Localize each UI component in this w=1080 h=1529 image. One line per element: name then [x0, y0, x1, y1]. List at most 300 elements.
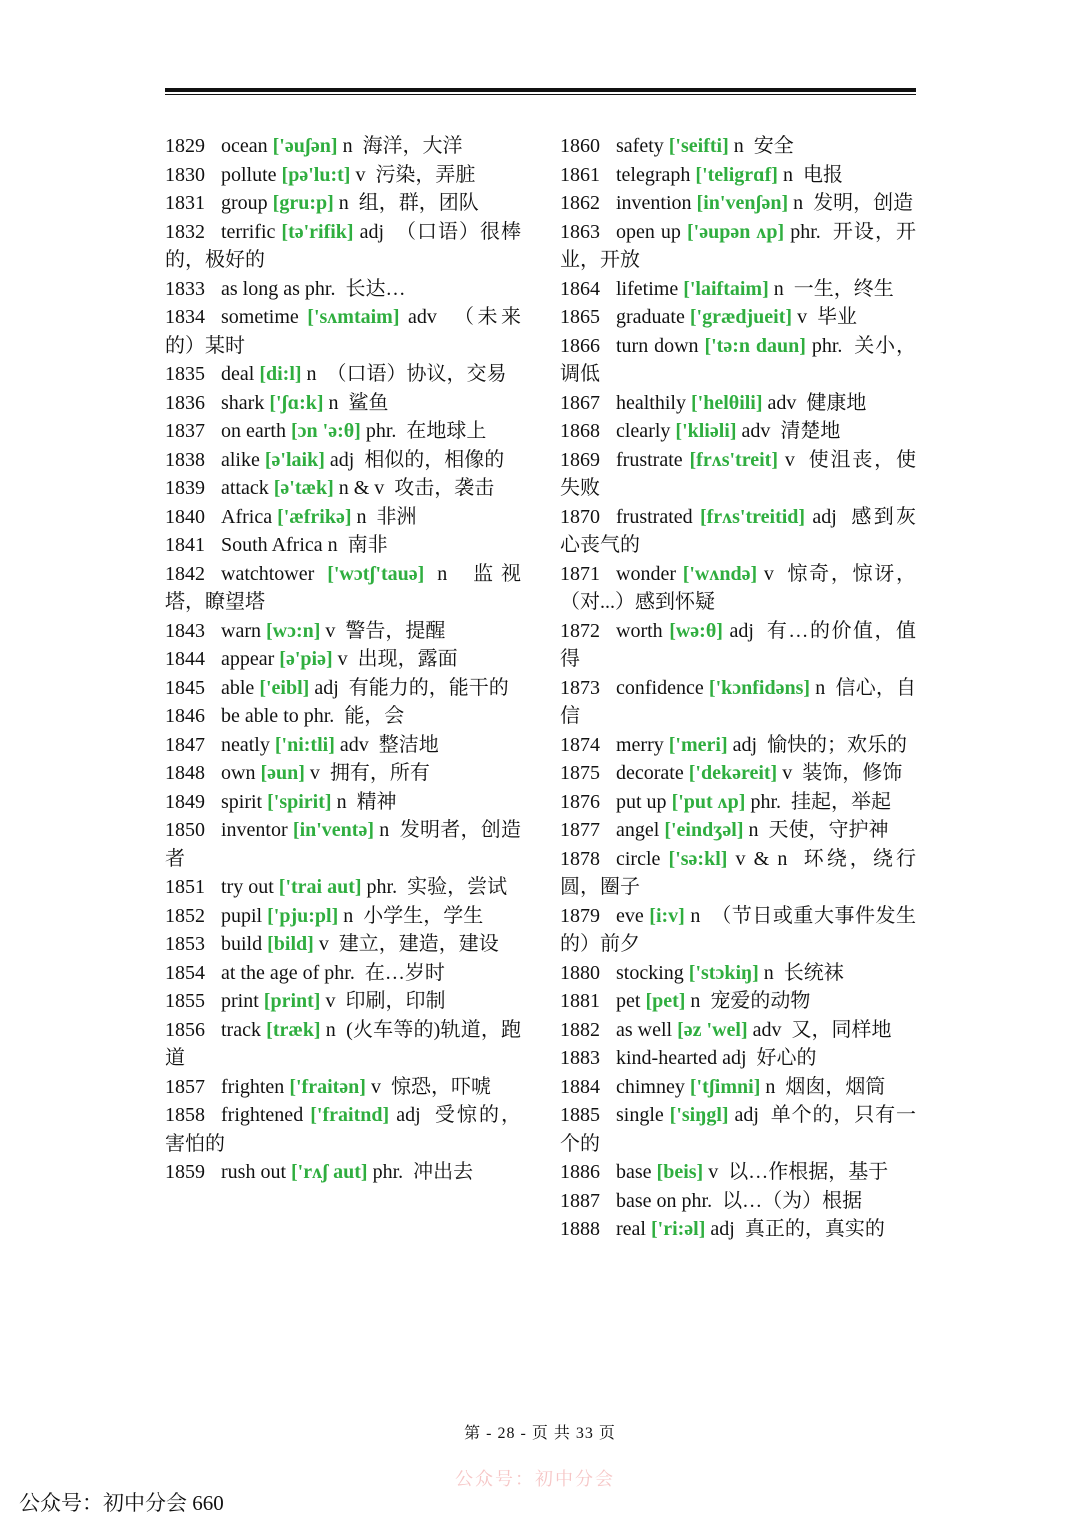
entry-pos: n — [343, 904, 354, 927]
vocab-entry — [165, 503, 521, 532]
entry-number: 1871 — [560, 562, 600, 585]
entry-pos: v — [708, 1161, 719, 1183]
vocab-entry — [165, 987, 521, 1016]
entry-number: 1832 — [165, 220, 205, 243]
entry-word: healthily — [616, 391, 686, 414]
entry-pos: phr. — [811, 334, 843, 357]
entry-number: 1866 — [560, 334, 600, 357]
entry-number: 1878 — [560, 847, 600, 870]
entry-word: safety — [616, 135, 664, 157]
vocab-entry — [165, 674, 521, 703]
entry-word: eve — [616, 904, 644, 927]
entry-word: as long as — [221, 277, 300, 300]
entry-word: confidence — [616, 676, 704, 699]
entry-number: 1842 — [165, 562, 205, 585]
entry-pos: adv — [339, 733, 369, 756]
vocab-entry — [165, 446, 521, 475]
vocab-entry — [165, 1016, 521, 1073]
entry-word: South Africa — [221, 534, 323, 556]
entry-number: 1843 — [165, 619, 205, 642]
entry-word: wonder — [616, 562, 676, 585]
entry-phonetic: ['trai aut] — [278, 876, 362, 898]
entry-word: decorate — [616, 762, 684, 784]
entry-pos: v — [370, 1075, 381, 1098]
vocab-entry — [165, 474, 521, 503]
vocab-entry — [165, 303, 521, 360]
entry-phonetic: ['tə:n daun] — [704, 334, 806, 357]
entry-meaning: 攻击，袭击 — [394, 477, 495, 499]
entry-phonetic: ['rʌʃ aut] — [291, 1161, 368, 1183]
entry-meaning: 冲出去 — [413, 1161, 474, 1183]
entry-number: 1840 — [165, 505, 205, 528]
entry-meaning: 真正的，真实的 — [744, 1218, 885, 1240]
entry-pos: n — [327, 534, 338, 556]
entry-meaning: 挂起，举起 — [791, 790, 892, 813]
entry-number: 1829 — [165, 135, 205, 157]
vocab-entry — [560, 1073, 916, 1102]
entry-meaning: 以…作根据，基于 — [728, 1161, 889, 1183]
vocab-entry — [165, 759, 521, 788]
vocab-entry — [560, 759, 916, 788]
entry-meaning: 拥有，所有 — [329, 762, 430, 784]
entry-phonetic: ['teligrɑf] — [695, 163, 778, 186]
entry-number: 1847 — [165, 733, 205, 756]
entry-pos: n — [782, 163, 793, 186]
vocab-entry — [560, 189, 916, 218]
vocab-entry — [165, 788, 521, 817]
entry-word: merry — [616, 733, 664, 756]
entry-meaning: 监视塔，瞭望塔 — [165, 562, 522, 613]
entry-word: print — [221, 990, 259, 1012]
vocab-entry — [560, 132, 916, 161]
entry-word: worth — [616, 619, 663, 642]
entry-pos: n — [690, 904, 701, 927]
vocab-entry — [165, 560, 521, 617]
entry-meaning: （未来的）某时 — [165, 306, 522, 357]
entry-number: 1882 — [560, 1018, 600, 1041]
entry-pos: n & v — [338, 477, 385, 499]
entry-word: frustrate — [616, 448, 683, 471]
entry-number: 1867 — [560, 391, 600, 414]
entry-word: alike — [221, 448, 260, 471]
entry-pos: n — [690, 990, 701, 1012]
header-rule-thick — [165, 88, 916, 92]
entry-number: 1888 — [560, 1218, 600, 1240]
entry-meaning: 印刷，印制 — [345, 990, 446, 1012]
entry-meaning: 警告，提醒 — [345, 619, 446, 642]
entry-pos: n — [306, 363, 317, 385]
entry-number: 1834 — [165, 306, 205, 328]
entry-meaning: 长统袜 — [783, 961, 844, 984]
vocab-entry — [165, 531, 521, 560]
entry-meaning: 安全 — [753, 135, 794, 157]
entry-meaning: 开设，开业，开放 — [560, 220, 916, 271]
entry-number: 1856 — [165, 1018, 205, 1041]
entry-word: circle — [616, 847, 661, 870]
entry-pos: adv — [767, 391, 797, 414]
entry-phonetic: [ə'tæk] — [273, 477, 334, 499]
entry-word: appear — [221, 648, 275, 670]
entry-phonetic: ['laiftaim] — [683, 277, 769, 300]
entry-phonetic: ['sə:kl] — [668, 847, 728, 870]
entry-meaning: 非洲 — [376, 505, 417, 528]
entry-meaning: （口语）很棒的，极好的 — [165, 220, 522, 271]
entry-meaning: 受惊的，害怕的 — [165, 1104, 522, 1155]
entry-number: 1845 — [165, 676, 205, 699]
entry-word: angel — [616, 819, 660, 841]
entry-word: inventor — [221, 819, 288, 841]
entry-word: single — [616, 1104, 664, 1126]
vocab-entry — [165, 816, 521, 873]
entry-meaning: 关小，调低 — [560, 334, 916, 385]
entry-pos: adj — [722, 1047, 747, 1069]
entry-meaning: 一生，终生 — [793, 277, 894, 300]
entry-number: 1870 — [560, 505, 600, 528]
entry-phonetic: [wɔ:n] — [265, 619, 321, 642]
entry-pos: n — [342, 135, 353, 157]
entry-meaning: 愉快的；欢乐的 — [767, 733, 908, 756]
entry-phonetic: ['ri:əl] — [650, 1218, 706, 1240]
entry-phonetic: ['kliəli] — [675, 420, 737, 442]
entry-meaning: (火车等的)轨道，跑道 — [165, 1018, 522, 1069]
entry-phonetic: ['əuʃən] — [272, 135, 338, 157]
entry-meaning: 在…岁时 — [364, 961, 445, 984]
entry-number: 1869 — [560, 448, 600, 471]
right-column — [560, 132, 957, 1244]
vocab-entry — [165, 389, 521, 418]
entry-pos: v — [325, 619, 336, 642]
entry-number: 1858 — [165, 1104, 205, 1126]
header-rule-thin — [165, 94, 916, 95]
entry-number: 1862 — [560, 192, 600, 214]
entry-pos: phr. — [681, 1189, 713, 1212]
vocab-entry — [560, 389, 916, 418]
entry-word: able — [221, 676, 255, 699]
vocab-entry — [165, 617, 521, 646]
entry-phonetic: [di:l] — [259, 363, 302, 385]
entry-phonetic: [i:v] — [649, 904, 685, 927]
entry-word: build — [221, 933, 263, 955]
entry-phonetic: [wə:θ] — [669, 619, 723, 642]
entry-pos: adj — [396, 1104, 421, 1126]
vocab-entry — [560, 1158, 916, 1187]
entry-meaning: 建立，建造，建设 — [338, 933, 499, 955]
entry-word: frighten — [221, 1075, 285, 1098]
entry-meaning: 发明，创造 — [813, 192, 914, 214]
entry-pos: phr. — [366, 876, 398, 898]
vocab-entry — [560, 303, 916, 332]
entry-phonetic: ['eibl] — [259, 676, 310, 699]
entry-pos: n — [815, 676, 826, 699]
entry-pos: n — [325, 1018, 336, 1041]
entry-number: 1874 — [560, 733, 600, 756]
entry-word: telegraph — [616, 163, 691, 186]
entry-meaning: 以…（为）根据 — [722, 1189, 863, 1212]
entry-meaning: 小学生，学生 — [363, 904, 484, 927]
entry-meaning: 宠爱的动物 — [710, 990, 811, 1012]
vocab-entry — [165, 873, 521, 902]
entry-number: 1875 — [560, 762, 600, 784]
entry-word: real — [616, 1218, 646, 1240]
vocab-entry — [560, 332, 916, 389]
entry-pos: phr. — [365, 420, 397, 442]
entry-word: track — [221, 1018, 261, 1041]
vocab-entry — [560, 902, 916, 959]
entry-pos: phr. — [303, 705, 335, 727]
entry-phonetic: ['ni:tli] — [274, 733, 335, 756]
entry-pos: v — [763, 562, 774, 585]
entry-meaning: 精神 — [356, 790, 397, 813]
entry-phonetic: ['kɔnfidəns] — [708, 676, 811, 699]
entry-meaning: 毕业 — [817, 306, 858, 328]
entry-meaning: 惊奇，惊讶，（对...）感到怀疑 — [560, 562, 917, 613]
vocab-entry — [560, 503, 916, 560]
entry-phonetic: [print] — [263, 990, 321, 1012]
entry-word: rush out — [221, 1161, 286, 1183]
entry-number: 1864 — [560, 277, 600, 300]
vocab-entry — [560, 1187, 916, 1216]
entry-pos: n — [763, 961, 774, 984]
vocab-entry — [560, 275, 916, 304]
entry-phonetic: [in'ventə] — [292, 819, 374, 841]
entry-meaning: 使沮丧，使失败 — [560, 448, 917, 499]
entry-number: 1872 — [560, 619, 600, 642]
entry-pos: v — [797, 306, 808, 328]
vocab-entry — [165, 1101, 521, 1158]
entry-meaning: 清楚地 — [780, 420, 841, 442]
entry-word: try out — [221, 876, 274, 898]
entry-meaning: 南非 — [347, 534, 388, 556]
entry-meaning: 单个的，只有一个的 — [560, 1104, 917, 1155]
vocab-entry — [165, 218, 521, 275]
entry-phonetic: ['put ʌp] — [671, 790, 746, 813]
entry-phonetic: [gru:p] — [272, 192, 334, 214]
entry-word: attack — [221, 477, 269, 499]
vocab-entry — [560, 788, 916, 817]
entry-number: 1861 — [560, 163, 600, 186]
entry-number: 1844 — [165, 648, 205, 670]
entry-pos: n — [765, 1075, 776, 1098]
entry-phonetic: ['fraitən] — [289, 1075, 366, 1098]
vocab-entry — [560, 560, 916, 617]
entry-word: neatly — [221, 733, 270, 756]
entry-meaning: 健康地 — [806, 391, 867, 414]
entry-pos: adv — [741, 420, 771, 442]
vocab-entry — [165, 161, 521, 190]
vocab-entry — [560, 446, 916, 503]
entry-meaning: 在地球上 — [406, 420, 487, 442]
entry-word: put up — [616, 790, 667, 813]
account-label: 公众号：初中分会 660 — [19, 1491, 224, 1515]
entry-number: 1838 — [165, 448, 205, 471]
entry-meaning: 装饰，修饰 — [802, 762, 903, 784]
vocab-entry — [165, 902, 521, 931]
entry-word: terrific — [221, 220, 276, 243]
entry-meaning: 信心，自信 — [560, 676, 917, 727]
entry-word: as well — [616, 1018, 673, 1041]
entry-pos: v & n — [735, 847, 788, 870]
entry-number: 1863 — [560, 220, 600, 243]
entry-number: 1853 — [165, 933, 205, 955]
vocab-entry — [165, 930, 521, 959]
entry-word: watchtower — [221, 562, 315, 585]
entry-phonetic: ['fraitnd] — [310, 1104, 390, 1126]
entry-word: clearly — [616, 420, 671, 442]
entry-pos: adj — [729, 619, 754, 642]
entry-meaning: 整洁地 — [378, 733, 439, 756]
entry-phonetic: [bild] — [267, 933, 314, 955]
entry-pos: n — [773, 277, 784, 300]
entry-phonetic: [beis] — [656, 1161, 704, 1183]
vocab-entry — [165, 360, 521, 389]
vocab-entry — [165, 645, 521, 674]
entry-number: 1857 — [165, 1075, 205, 1098]
entry-word: at the age of — [221, 961, 320, 984]
entry-phonetic: ['ʃɑ:k] — [269, 391, 324, 414]
entry-phonetic: [ə'piə] — [279, 648, 333, 670]
entry-pos: n — [733, 135, 744, 157]
entry-phonetic: [əun] — [260, 762, 305, 784]
entry-pos: phr. — [304, 277, 336, 300]
entry-word: base — [616, 1161, 652, 1183]
entry-phonetic: ['wʌndə] — [682, 562, 758, 585]
vocab-entry — [560, 845, 957, 902]
entry-pos: adj — [314, 676, 339, 699]
entry-word: deal — [221, 363, 255, 385]
entry-number: 1859 — [165, 1161, 205, 1183]
entry-pos: adj — [812, 505, 837, 528]
entry-number: 1830 — [165, 163, 205, 186]
entry-meaning: 又，同样地 — [791, 1018, 892, 1041]
entry-number: 1879 — [560, 904, 600, 927]
vocab-entry — [165, 702, 521, 731]
entry-pos: n — [437, 562, 448, 585]
entry-pos: v — [782, 762, 793, 784]
vocab-entry — [560, 731, 916, 760]
entry-number: 1849 — [165, 790, 205, 813]
entry-pos: phr. — [750, 790, 782, 813]
entry-phonetic: [pet] — [645, 990, 686, 1012]
entry-number: 1887 — [560, 1189, 600, 1212]
entry-number: 1833 — [165, 277, 205, 300]
entry-word: group — [221, 192, 268, 214]
entry-number: 1873 — [560, 676, 600, 699]
entry-meaning: 长达… — [345, 277, 406, 300]
page-number: 第 - 28 - 页 共 33 页 — [464, 1425, 616, 1442]
entry-number: 1836 — [165, 391, 205, 414]
entry-meaning: 电报 — [802, 163, 843, 186]
entry-phonetic: [tə'rifik] — [281, 220, 354, 243]
entry-word: shark — [221, 391, 265, 414]
entry-number: 1831 — [165, 192, 205, 214]
entry-pos: n — [379, 819, 390, 841]
entry-phonetic: ['pju:pl] — [267, 904, 339, 927]
entry-phonetic: ['æfrikə] — [277, 505, 352, 528]
entry-pos: v — [355, 163, 366, 186]
entry-number: 1846 — [165, 705, 205, 727]
entry-word: chimney — [616, 1075, 685, 1098]
entry-pos: adj — [329, 448, 355, 471]
entry-word: on earth — [221, 420, 286, 442]
entry-meaning: 有能力的，能干的 — [348, 676, 509, 699]
entry-word: frustrated — [616, 505, 693, 528]
entry-pos: adv — [752, 1018, 782, 1041]
entry-pos: phr. — [324, 961, 355, 984]
entry-meaning: 天使，守护神 — [768, 819, 889, 841]
entry-number: 1877 — [560, 819, 600, 841]
entry-number: 1884 — [560, 1075, 600, 1098]
entry-pos: adj — [710, 1218, 735, 1240]
vocab-entry — [560, 987, 916, 1016]
entry-meaning: 好心的 — [756, 1047, 817, 1069]
entry-phonetic: ['spirit] — [267, 790, 332, 813]
entry-number: 1868 — [560, 420, 600, 442]
entry-word: pollute — [221, 163, 277, 186]
entry-number: 1880 — [560, 961, 600, 984]
entry-phonetic: ['eindʒəl] — [664, 819, 744, 841]
entry-number: 1876 — [560, 790, 600, 813]
entry-phonetic: ['wɔtʃ'tauə] — [327, 562, 425, 585]
entry-number: 1855 — [165, 990, 205, 1012]
entry-meaning: 污染，弄脏 — [375, 163, 476, 186]
entry-word: own — [221, 762, 256, 784]
vocab-entry — [165, 959, 521, 988]
entry-meaning: （节日或重大事件发生的）前夕 — [560, 904, 917, 955]
entry-pos: adj — [734, 1104, 759, 1126]
vocab-entry — [165, 189, 521, 218]
entry-phonetic: ['sʌmtaim] — [307, 306, 400, 328]
entry-number: 1835 — [165, 363, 205, 385]
entry-pos: v — [337, 648, 348, 670]
vocab-entry — [165, 132, 521, 161]
entry-phonetic: ['meri] — [668, 733, 728, 756]
entry-meaning: 能，会 — [344, 705, 405, 727]
entry-number: 1886 — [560, 1161, 600, 1183]
entry-word: Africa — [221, 505, 273, 528]
entry-meaning: 有…的价值，值得 — [560, 619, 917, 670]
entry-number: 1860 — [560, 135, 600, 157]
entry-meaning: 发明者，创造者 — [165, 819, 521, 870]
entry-meaning: 感到灰心丧气的 — [560, 505, 917, 556]
entry-word: open up — [616, 220, 681, 243]
entry-pos: phr. — [790, 220, 821, 243]
vocab-entry — [165, 417, 521, 446]
entry-word: spirit — [221, 790, 263, 813]
entry-number: 1854 — [165, 961, 205, 984]
entry-word: be able to — [221, 705, 299, 727]
vocab-entry — [560, 1215, 916, 1244]
entry-number: 1851 — [165, 876, 205, 898]
entry-number: 1848 — [165, 762, 205, 784]
vocab-entry — [560, 674, 916, 731]
watermark: 公众号：初中分会 — [455, 1469, 615, 1490]
entry-number: 1850 — [165, 819, 205, 841]
entry-word: invention — [616, 192, 692, 214]
entry-pos: n — [328, 391, 339, 414]
entry-meaning: 惊恐，吓唬 — [390, 1075, 491, 1098]
entry-word: graduate — [616, 306, 685, 328]
entry-phonetic: ['stɔkiŋ] — [688, 961, 759, 984]
entry-word: pet — [616, 990, 641, 1012]
left-column — [165, 132, 521, 1187]
entry-pos: n — [338, 192, 349, 214]
vocab-entry — [560, 218, 916, 275]
entry-word: kind-hearted — [616, 1047, 718, 1069]
entry-phonetic: [ə'laik] — [264, 448, 325, 471]
entry-word: sometime — [221, 306, 299, 328]
vocab-entry — [165, 275, 521, 304]
vocab-entry — [560, 617, 916, 674]
